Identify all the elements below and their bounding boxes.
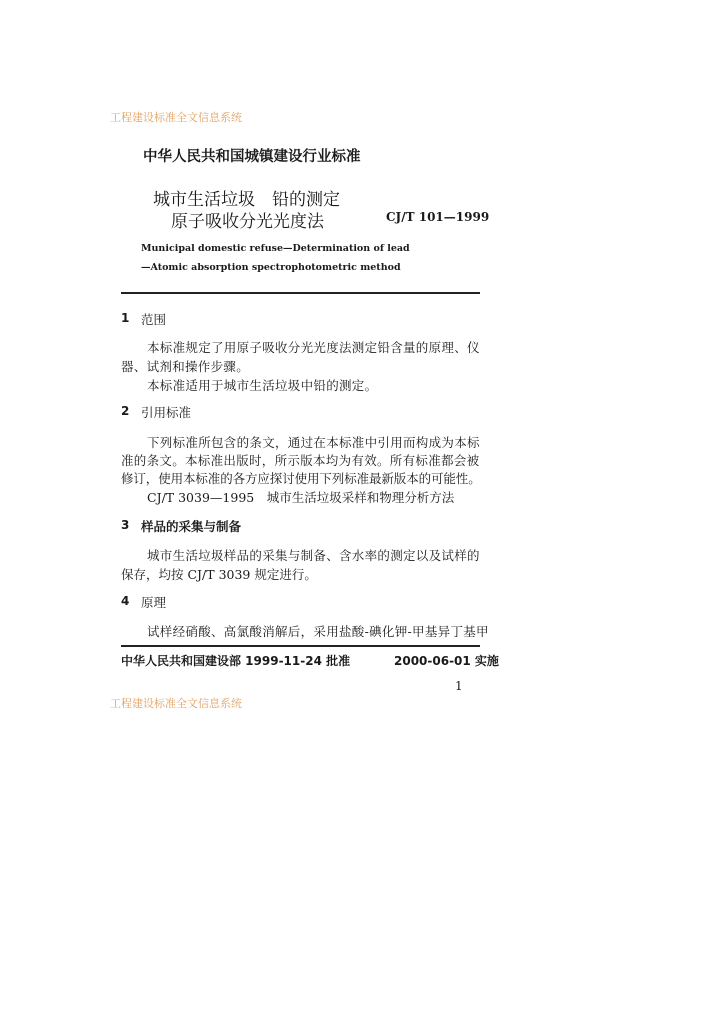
page-number: 1	[455, 679, 463, 693]
section-3-title: 样品的采集与制备	[141, 519, 242, 534]
section-2-number: 2	[121, 404, 130, 418]
section-1-paragraph-line2: 器、试剂和操作步骤。	[121, 359, 250, 374]
watermark-top: 工程建设标准全文信息系统	[110, 111, 242, 124]
standard-code: CJ/T 101—1999	[386, 210, 490, 224]
header-rule	[121, 292, 480, 294]
section-3-number: 3	[121, 518, 130, 532]
section-2-reference: CJ/T 3039—1995 城市生活垃圾采样和物理分析方法	[147, 490, 455, 505]
section-2-paragraph-line2: 准的条文。本标准出版时，所示版本均为有效。所有标准都会被	[121, 453, 480, 468]
section-1-paragraph-line1: 本标准规定了用原子吸收分光光度法测定铅含量的原理、仪	[147, 340, 480, 355]
approval-statement: 中华人民共和国建设部 1999-11-24 批准	[121, 654, 351, 668]
section-2-paragraph-line1: 下列标准所包含的条文，通过在本标准中引用而构成为本标	[147, 435, 480, 450]
section-4-title: 原理	[141, 595, 167, 610]
section-2-paragraph-line3: 修订，使用本标准的各方应探讨使用下列标准最新版本的可能性。	[121, 471, 481, 486]
section-1-number: 1	[121, 311, 130, 325]
section-1-title: 范围	[141, 312, 167, 327]
watermark-bottom: 工程建设标准全文信息系统	[110, 697, 242, 710]
footer-rule	[121, 645, 480, 647]
section-4-paragraph-line1: 试样经硝酸、高氯酸消解后，采用盐酸-碘化钾-甲基异丁基甲	[147, 624, 489, 639]
english-title-line2: —Atomic absorption spectrophotometric method	[141, 262, 401, 273]
section-4-number: 4	[121, 594, 130, 608]
industry-standard-heading: 中华人民共和国城镇建设行业标准	[143, 149, 361, 165]
document-title-line1: 城市生活垃圾 铅的测定	[153, 190, 340, 210]
implementation-date: 2000-06-01 实施	[394, 654, 499, 668]
section-3-paragraph-line1: 城市生活垃圾样品的采集与制备、含水率的测定以及试样的	[147, 548, 480, 563]
section-1-paragraph-2: 本标准适用于城市生活垃圾中铅的测定。	[147, 378, 378, 393]
section-3-paragraph-line2: 保存，均按 CJ/T 3039 规定进行。	[121, 567, 317, 582]
document-title-line2: 原子吸收分光光度法	[171, 212, 324, 232]
english-title-line1: Municipal domestic refuse—Determination of lead	[141, 243, 410, 254]
section-2-title: 引用标准	[141, 405, 192, 420]
